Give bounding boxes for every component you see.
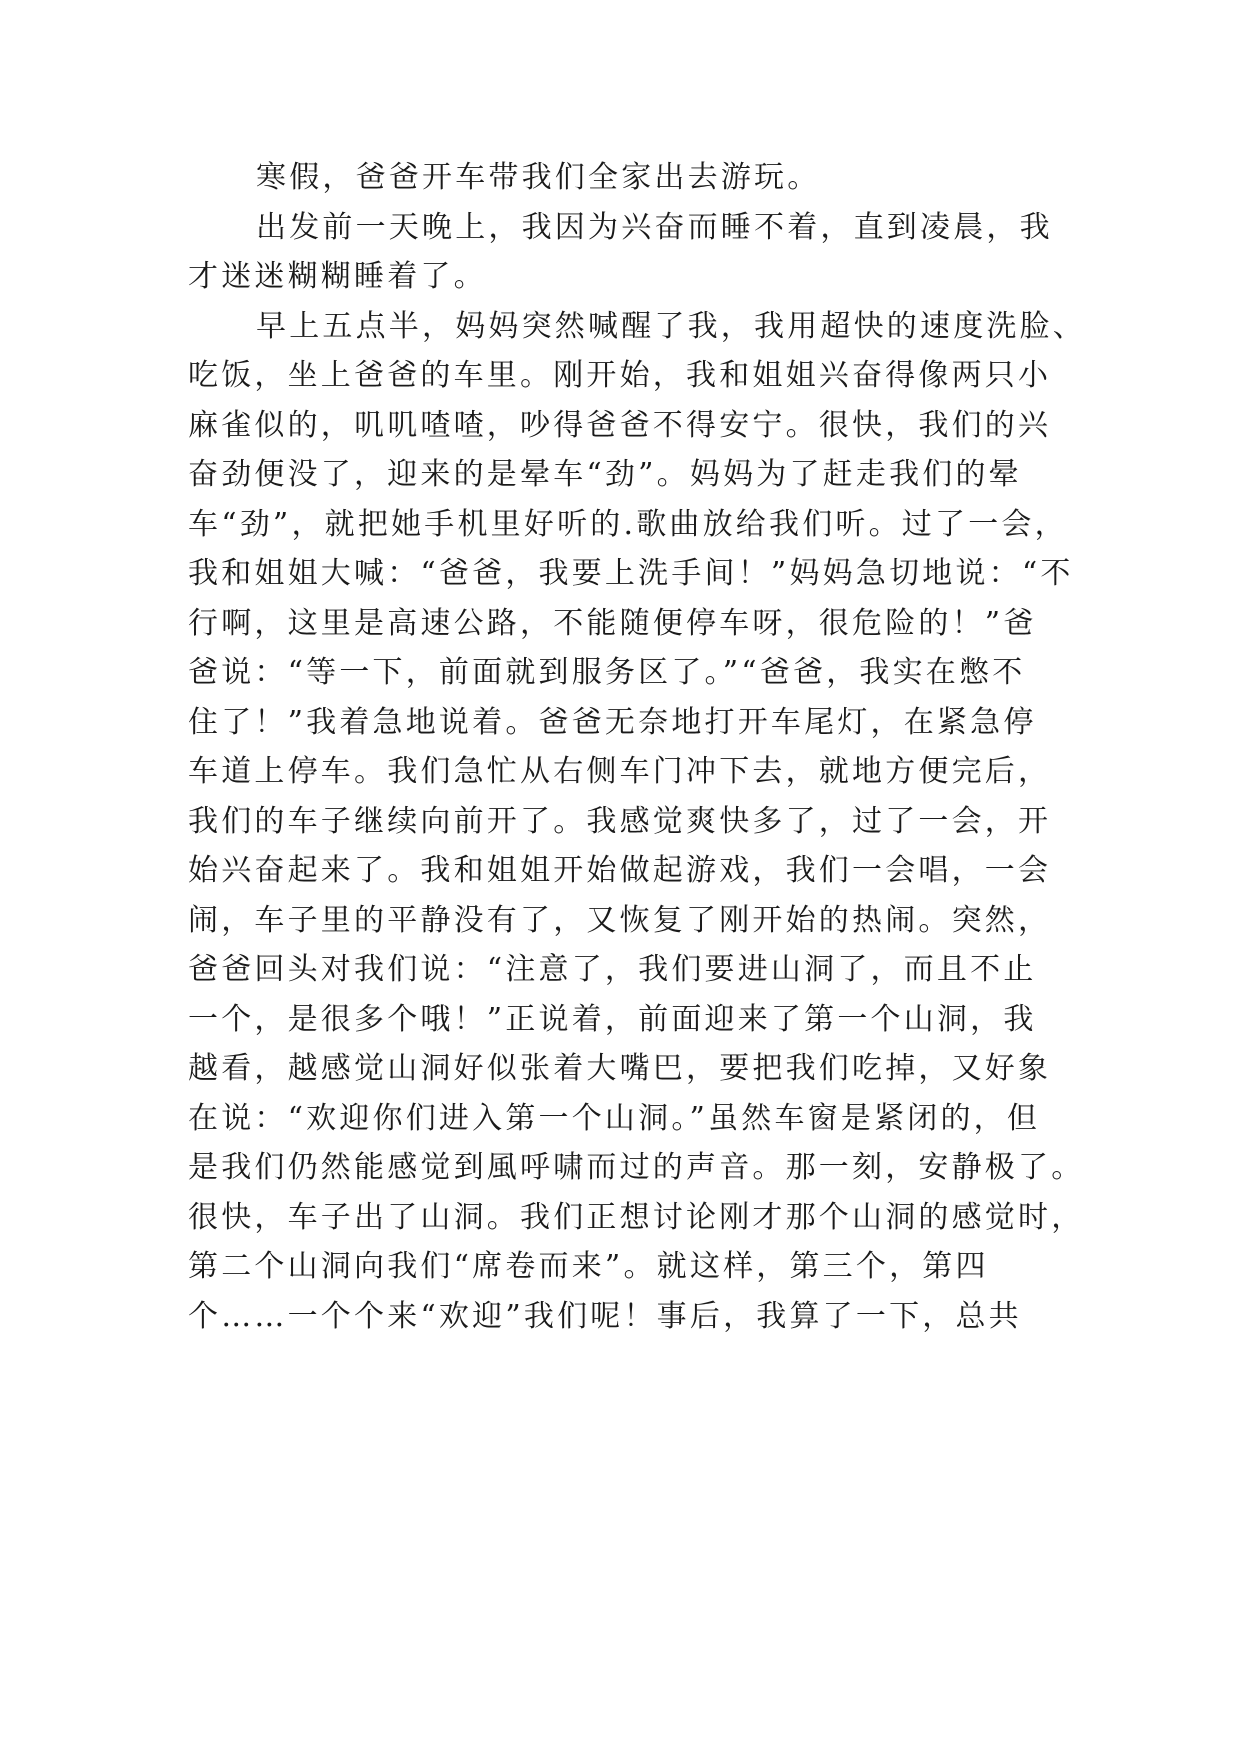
paragraph-3-line-12: 始兴奋起来了。我和姐姐开始做起游戏，我们一会唱，一会 xyxy=(188,853,1052,888)
paragraph-1-line-1: 寒假，爸爸开车带我们全家出去游玩。 xyxy=(256,160,821,195)
paragraph-3-line-9: 住了！”我着急地说着。爸爸无奈地打开车尾灯，在紧急停 xyxy=(188,704,1037,740)
paragraph-2-line-1: 出发前一天晚上，我因为兴奋而睡不着，直到凌晨，我 xyxy=(256,209,1053,245)
paragraph-3-line-6: 我和姐姐大喊：“爸爸，我要上洗手间！”妈妈急切地说：“不 xyxy=(188,556,1074,591)
paragraph-3-line-13: 闹，车子里的平静没有了，又恢复了刚开始的热闹。突然， xyxy=(188,902,1052,938)
paragraph-3-line-3: 麻雀似的，叽叽喳喳，吵得爸爸不得安宁。很快，我们的兴 xyxy=(188,407,1052,443)
paragraph-3-line-5: 车“劲”，就把她手机里好听的.歌曲放给我们听。过了一会， xyxy=(188,506,1068,542)
paragraph-3-line-1: 早上五点半，妈妈突然喊醒了我，我用超快的速度洗脸、 xyxy=(256,308,1086,344)
paragraph-3-line-8: 爸说：“等一下，前面就到服务区了。”“爸爸，我实在憋不 xyxy=(188,655,1026,690)
paragraph-3-line-20: 第二个山洞向我们“席卷而来”。就这样，第三个，第四 xyxy=(188,1249,989,1284)
paragraph-3-line-2: 吃饭，坐上爸爸的车里。刚开始，我和姐姐兴奋得像两只小 xyxy=(188,358,1052,393)
paragraph-3-line-11: 我们的车子继续向前开了。我感觉爽快多了，过了一会，开 xyxy=(188,803,1052,839)
paragraph-3-line-17: 在说：“欢迎你们进入第一个山洞。”虽然车窗是紧闭的，但 xyxy=(188,1100,1041,1136)
paragraph-3-line-18: 是我们仍然能感觉到風呼啸而过的声音。那一刻，安静极了。 xyxy=(188,1150,1085,1185)
paragraph-3-line-15: 一个，是很多个哦！”正说着，前面迎来了第一个山洞，我 xyxy=(188,1001,1037,1037)
paragraph-3-line-4: 奋劲便没了，迎来的是晕车“劲”。妈妈为了赶走我们的晕 xyxy=(188,457,1022,492)
paragraph-3-line-10: 车道上停车。我们急忙从右侧车门冲下去，就地方便完后， xyxy=(188,754,1052,789)
paragraph-3-line-21: 个……一个个来“欢迎”我们呢！事后，我算了一下，总共 xyxy=(188,1298,1022,1334)
paragraph-2-line-2: 才迷迷糊糊睡着了。 xyxy=(188,259,487,294)
paragraph-3-line-19: 很快，车子出了山洞。我们正想讨论刚才那个山洞的感觉时， xyxy=(188,1199,1085,1235)
paragraph-3-line-16: 越看，越感觉山洞好似张着大嘴巴，要把我们吃掉，又好象 xyxy=(188,1051,1052,1086)
paragraph-3-line-7: 行啊，这里是高速公路，不能随便停车呀，很危险的！”爸 xyxy=(188,605,1037,641)
document-body xyxy=(188,153,1086,1341)
paragraph-3-line-14: 爸爸回头对我们说：“注意了，我们要进山洞了，而且不止 xyxy=(188,952,1037,987)
